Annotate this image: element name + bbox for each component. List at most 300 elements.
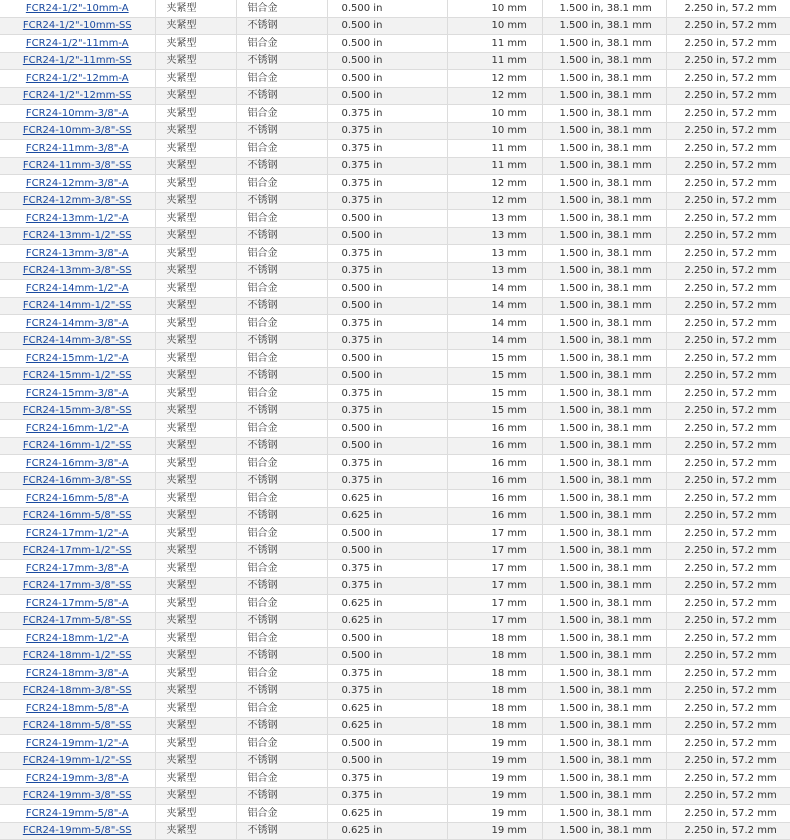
type-cell: 夹紧型 [155, 297, 236, 315]
outer-diameter-cell: 2.250 in, 57.2 mm [666, 472, 790, 490]
length-cell: 1.500 in, 38.1 mm [542, 227, 666, 245]
size-cell: 18 mm [447, 630, 542, 648]
part-number-link[interactable]: FCR24-1/2"-10mm-A [25, 2, 129, 14]
type-cell: 夹紧型 [155, 665, 236, 683]
length-cell: 1.500 in, 38.1 mm [542, 280, 666, 298]
type-cell: 夹紧型 [155, 420, 236, 438]
table-row [0, 17, 790, 35]
material-cell: 不锈钢 [236, 157, 327, 175]
table-row [0, 420, 790, 438]
part-number-link[interactable]: FCR24-14mm-3/8"-A [25, 317, 129, 329]
type-cell: 夹紧型 [155, 700, 236, 718]
table-row [0, 245, 790, 263]
table-row [0, 682, 790, 700]
table-row [0, 35, 790, 53]
bore-cell: 0.375 in [327, 665, 447, 683]
length-cell: 1.500 in, 38.1 mm [542, 175, 666, 193]
part-number-cell [0, 770, 155, 788]
part-number-link[interactable]: FCR24-1/2"-11mm-A [25, 37, 129, 49]
part-number-link[interactable]: FCR24-15mm-3/8"-A [25, 387, 129, 399]
outer-diameter-cell: 2.250 in, 57.2 mm [666, 420, 790, 438]
type-cell: 夹紧型 [155, 0, 236, 17]
part-number-cell [0, 665, 155, 683]
outer-diameter-cell: 2.250 in, 57.2 mm [666, 122, 790, 140]
type-cell: 夹紧型 [155, 210, 236, 228]
outer-diameter-cell: 2.250 in, 57.2 mm [666, 210, 790, 228]
outer-diameter-cell: 2.250 in, 57.2 mm [666, 402, 790, 420]
bore-cell: 0.375 in [327, 455, 447, 473]
bore-cell: 0.375 in [327, 175, 447, 193]
material-cell: 不锈钢 [236, 297, 327, 315]
size-cell: 14 mm [447, 280, 542, 298]
part-number-link[interactable]: FCR24-13mm-1/2"-SS [22, 230, 132, 242]
type-cell: 夹紧型 [155, 805, 236, 823]
length-cell: 1.500 in, 38.1 mm [542, 507, 666, 525]
outer-diameter-cell: 2.250 in, 57.2 mm [666, 787, 790, 805]
length-cell: 1.500 in, 38.1 mm [542, 630, 666, 648]
type-cell: 夹紧型 [155, 245, 236, 263]
part-number-cell [0, 122, 155, 140]
bore-cell: 0.625 in [327, 490, 447, 508]
outer-diameter-cell: 2.250 in, 57.2 mm [666, 297, 790, 315]
material-cell: 不锈钢 [236, 647, 327, 665]
outer-diameter-cell: 2.250 in, 57.2 mm [666, 560, 790, 578]
size-cell: 17 mm [447, 525, 542, 543]
length-cell: 1.500 in, 38.1 mm [542, 682, 666, 700]
part-number-cell [0, 0, 155, 17]
type-cell: 夹紧型 [155, 577, 236, 595]
part-number-cell [0, 157, 155, 175]
size-cell: 12 mm [447, 192, 542, 210]
part-number-cell [0, 315, 155, 333]
type-cell: 夹紧型 [155, 367, 236, 385]
part-number-cell [0, 385, 155, 403]
outer-diameter-cell: 2.250 in, 57.2 mm [666, 665, 790, 683]
part-number-link[interactable]: FCR24-19mm-3/8"-A [25, 772, 129, 784]
material-cell: 不锈钢 [236, 577, 327, 595]
part-number-link[interactable]: FCR24-10mm-3/8"-SS [22, 125, 132, 137]
size-cell: 19 mm [447, 770, 542, 788]
size-cell: 18 mm [447, 700, 542, 718]
part-number-link[interactable]: FCR24-18mm-3/8"-A [25, 667, 129, 679]
size-cell: 18 mm [447, 647, 542, 665]
length-cell: 1.500 in, 38.1 mm [542, 717, 666, 735]
type-cell: 夹紧型 [155, 717, 236, 735]
table-row [0, 315, 790, 333]
part-number-cell [0, 52, 155, 70]
part-number-cell [0, 210, 155, 228]
material-cell: 铝合金 [236, 315, 327, 333]
material-cell: 铝合金 [236, 210, 327, 228]
part-number-cell [0, 542, 155, 560]
part-number-link[interactable]: FCR24-17mm-5/8"-SS [22, 615, 132, 627]
outer-diameter-cell: 2.250 in, 57.2 mm [666, 752, 790, 770]
table-row [0, 140, 790, 158]
bore-cell: 0.375 in [327, 105, 447, 123]
part-number-link[interactable]: FCR24-16mm-5/8"-A [25, 492, 129, 504]
part-number-cell [0, 175, 155, 193]
length-cell: 1.500 in, 38.1 mm [542, 770, 666, 788]
part-number-cell [0, 455, 155, 473]
part-number-cell [0, 752, 155, 770]
part-number-link[interactable]: FCR24-17mm-1/2"-A [25, 527, 129, 539]
bore-cell: 0.500 in [327, 420, 447, 438]
bore-cell: 0.375 in [327, 262, 447, 280]
material-cell: 不锈钢 [236, 227, 327, 245]
bore-cell: 0.500 in [327, 525, 447, 543]
bore-cell: 0.375 in [327, 315, 447, 333]
material-cell: 不锈钢 [236, 262, 327, 280]
part-number-link[interactable]: FCR24-19mm-3/8"-SS [22, 790, 132, 802]
length-cell: 1.500 in, 38.1 mm [542, 752, 666, 770]
bore-cell: 0.500 in [327, 35, 447, 53]
part-number-link[interactable]: FCR24-18mm-1/2"-A [25, 632, 129, 644]
table-row [0, 612, 790, 630]
material-cell: 铝合金 [236, 700, 327, 718]
type-cell: 夹紧型 [155, 315, 236, 333]
part-number-cell [0, 332, 155, 350]
table-row [0, 332, 790, 350]
size-cell: 15 mm [447, 385, 542, 403]
outer-diameter-cell: 2.250 in, 57.2 mm [666, 630, 790, 648]
table-row [0, 280, 790, 298]
type-cell: 夹紧型 [155, 35, 236, 53]
bore-cell: 0.500 in [327, 350, 447, 368]
part-number-cell [0, 787, 155, 805]
bore-cell: 0.375 in [327, 385, 447, 403]
outer-diameter-cell: 2.250 in, 57.2 mm [666, 647, 790, 665]
part-number-link[interactable]: FCR24-13mm-1/2"-A [25, 212, 129, 224]
part-number-cell [0, 35, 155, 53]
table-row [0, 560, 790, 578]
length-cell: 1.500 in, 38.1 mm [542, 525, 666, 543]
material-cell: 不锈钢 [236, 822, 327, 840]
table-row [0, 122, 790, 140]
size-cell: 11 mm [447, 35, 542, 53]
type-cell: 夹紧型 [155, 647, 236, 665]
part-number-cell [0, 17, 155, 35]
outer-diameter-cell: 2.250 in, 57.2 mm [666, 437, 790, 455]
part-number-link[interactable]: FCR24-16mm-1/2"-A [25, 422, 129, 434]
length-cell: 1.500 in, 38.1 mm [542, 542, 666, 560]
material-cell: 铝合金 [236, 525, 327, 543]
length-cell: 1.500 in, 38.1 mm [542, 350, 666, 368]
outer-diameter-cell: 2.250 in, 57.2 mm [666, 735, 790, 753]
part-number-cell [0, 402, 155, 420]
length-cell: 1.500 in, 38.1 mm [542, 595, 666, 613]
size-cell: 16 mm [447, 490, 542, 508]
bore-cell: 0.625 in [327, 805, 447, 823]
part-number-cell [0, 227, 155, 245]
part-number-link[interactable]: FCR24-14mm-3/8"-SS [22, 335, 132, 347]
outer-diameter-cell: 2.250 in, 57.2 mm [666, 140, 790, 158]
bore-cell: 0.500 in [327, 752, 447, 770]
material-cell: 不锈钢 [236, 682, 327, 700]
type-cell: 夹紧型 [155, 682, 236, 700]
outer-diameter-cell: 2.250 in, 57.2 mm [666, 315, 790, 333]
outer-diameter-cell: 2.250 in, 57.2 mm [666, 805, 790, 823]
part-number-link[interactable]: FCR24-18mm-5/8"-A [25, 702, 129, 714]
part-number-link[interactable]: FCR24-17mm-3/8"-SS [22, 580, 132, 592]
outer-diameter-cell: 2.250 in, 57.2 mm [666, 612, 790, 630]
material-cell: 铝合金 [236, 140, 327, 158]
part-number-cell [0, 525, 155, 543]
size-cell: 15 mm [447, 367, 542, 385]
length-cell: 1.500 in, 38.1 mm [542, 805, 666, 823]
type-cell: 夹紧型 [155, 437, 236, 455]
size-cell: 19 mm [447, 752, 542, 770]
bore-cell: 0.500 in [327, 70, 447, 88]
type-cell: 夹紧型 [155, 157, 236, 175]
part-number-link[interactable]: FCR24-18mm-1/2"-SS [22, 650, 132, 662]
size-cell: 19 mm [447, 805, 542, 823]
part-number-cell [0, 735, 155, 753]
bore-cell: 0.500 in [327, 210, 447, 228]
material-cell: 不锈钢 [236, 87, 327, 105]
length-cell: 1.500 in, 38.1 mm [542, 315, 666, 333]
part-number-link[interactable]: FCR24-15mm-1/2"-SS [22, 370, 132, 382]
outer-diameter-cell: 2.250 in, 57.2 mm [666, 595, 790, 613]
table-row [0, 227, 790, 245]
length-cell: 1.500 in, 38.1 mm [542, 157, 666, 175]
material-cell: 不锈钢 [236, 332, 327, 350]
part-number-link[interactable]: FCR24-13mm-3/8"-A [25, 247, 129, 259]
material-cell: 铝合金 [236, 735, 327, 753]
size-cell: 16 mm [447, 455, 542, 473]
length-cell: 1.500 in, 38.1 mm [542, 560, 666, 578]
type-cell: 夹紧型 [155, 612, 236, 630]
material-cell: 铝合金 [236, 805, 327, 823]
material-cell: 铝合金 [236, 420, 327, 438]
outer-diameter-cell: 2.250 in, 57.2 mm [666, 490, 790, 508]
size-cell: 18 mm [447, 665, 542, 683]
part-number-link[interactable]: FCR24-18mm-3/8"-SS [22, 685, 132, 697]
material-cell: 铝合金 [236, 350, 327, 368]
material-cell: 不锈钢 [236, 437, 327, 455]
part-number-link[interactable]: FCR24-12mm-3/8"-SS [22, 195, 132, 207]
size-cell: 19 mm [447, 787, 542, 805]
table-row [0, 70, 790, 88]
table-row [0, 647, 790, 665]
part-number-cell [0, 717, 155, 735]
material-cell: 不锈钢 [236, 717, 327, 735]
part-number-link[interactable]: FCR24-18mm-5/8"-SS [22, 720, 132, 732]
length-cell: 1.500 in, 38.1 mm [542, 385, 666, 403]
length-cell: 1.500 in, 38.1 mm [542, 402, 666, 420]
outer-diameter-cell: 2.250 in, 57.2 mm [666, 175, 790, 193]
material-cell: 铝合金 [236, 175, 327, 193]
part-number-link[interactable]: FCR24-16mm-3/8"-SS [22, 475, 132, 487]
part-number-cell [0, 420, 155, 438]
material-cell: 铝合金 [236, 280, 327, 298]
material-cell: 不锈钢 [236, 402, 327, 420]
bore-cell: 0.625 in [327, 700, 447, 718]
outer-diameter-cell: 2.250 in, 57.2 mm [666, 385, 790, 403]
table-row [0, 490, 790, 508]
size-cell: 13 mm [447, 245, 542, 263]
type-cell: 夹紧型 [155, 542, 236, 560]
size-cell: 17 mm [447, 595, 542, 613]
type-cell: 夹紧型 [155, 490, 236, 508]
material-cell: 铝合金 [236, 630, 327, 648]
length-cell: 1.500 in, 38.1 mm [542, 787, 666, 805]
length-cell: 1.500 in, 38.1 mm [542, 420, 666, 438]
table-row [0, 822, 790, 840]
part-number-link[interactable]: FCR24-19mm-5/8"-A [25, 807, 129, 819]
length-cell: 1.500 in, 38.1 mm [542, 192, 666, 210]
part-number-cell [0, 822, 155, 840]
table-row [0, 385, 790, 403]
table-row [0, 402, 790, 420]
part-number-link[interactable]: FCR24-15mm-1/2"-A [25, 352, 129, 364]
length-cell: 1.500 in, 38.1 mm [542, 665, 666, 683]
table-row [0, 192, 790, 210]
bore-cell: 0.375 in [327, 560, 447, 578]
length-cell: 1.500 in, 38.1 mm [542, 245, 666, 263]
part-number-link[interactable]: FCR24-17mm-5/8"-A [25, 597, 129, 609]
length-cell: 1.500 in, 38.1 mm [542, 297, 666, 315]
part-number-link[interactable]: FCR24-16mm-3/8"-A [25, 457, 129, 469]
part-number-cell [0, 350, 155, 368]
part-number-link[interactable]: FCR24-19mm-5/8"-SS [22, 825, 132, 837]
bore-cell: 0.500 in [327, 52, 447, 70]
table-row [0, 472, 790, 490]
type-cell: 夹紧型 [155, 70, 236, 88]
material-cell: 不锈钢 [236, 122, 327, 140]
type-cell: 夹紧型 [155, 175, 236, 193]
length-cell: 1.500 in, 38.1 mm [542, 122, 666, 140]
outer-diameter-cell: 2.250 in, 57.2 mm [666, 52, 790, 70]
part-number-link[interactable]: FCR24-16mm-5/8"-SS [22, 510, 132, 522]
bore-cell: 0.375 in [327, 402, 447, 420]
size-cell: 13 mm [447, 227, 542, 245]
part-number-link[interactable]: FCR24-1/2"-12mm-A [25, 72, 129, 84]
part-number-cell [0, 140, 155, 158]
type-cell: 夹紧型 [155, 87, 236, 105]
outer-diameter-cell: 2.250 in, 57.2 mm [666, 682, 790, 700]
part-number-cell [0, 490, 155, 508]
type-cell: 夹紧型 [155, 525, 236, 543]
part-number-link[interactable]: FCR24-16mm-1/2"-SS [22, 440, 132, 452]
bore-cell: 0.500 in [327, 735, 447, 753]
outer-diameter-cell: 2.250 in, 57.2 mm [666, 105, 790, 123]
table-row [0, 350, 790, 368]
bore-cell: 0.375 in [327, 682, 447, 700]
material-cell: 铝合金 [236, 770, 327, 788]
size-cell: 13 mm [447, 210, 542, 228]
bore-cell: 0.625 in [327, 507, 447, 525]
part-number-link[interactable]: FCR24-14mm-1/2"-A [25, 282, 129, 294]
length-cell: 1.500 in, 38.1 mm [542, 0, 666, 17]
length-cell: 1.500 in, 38.1 mm [542, 262, 666, 280]
table-row [0, 105, 790, 123]
table-row [0, 752, 790, 770]
part-number-cell [0, 700, 155, 718]
bore-cell: 0.375 in [327, 157, 447, 175]
part-number-link[interactable]: FCR24-11mm-3/8"-A [25, 142, 129, 154]
material-cell: 铝合金 [236, 455, 327, 473]
part-number-cell [0, 577, 155, 595]
part-number-cell [0, 507, 155, 525]
type-cell: 夹紧型 [155, 472, 236, 490]
table-row [0, 700, 790, 718]
table-row [0, 297, 790, 315]
part-number-link[interactable]: FCR24-1/2"-11mm-SS [22, 55, 132, 67]
outer-diameter-cell: 2.250 in, 57.2 mm [666, 245, 790, 263]
material-cell: 不锈钢 [236, 612, 327, 630]
bore-cell: 0.375 in [327, 577, 447, 595]
outer-diameter-cell: 2.250 in, 57.2 mm [666, 157, 790, 175]
length-cell: 1.500 in, 38.1 mm [542, 612, 666, 630]
part-number-link[interactable]: FCR24-1/2"-12mm-SS [22, 90, 132, 102]
bore-cell: 0.500 in [327, 280, 447, 298]
type-cell: 夹紧型 [155, 385, 236, 403]
part-number-cell [0, 612, 155, 630]
length-cell: 1.500 in, 38.1 mm [542, 35, 666, 53]
type-cell: 夹紧型 [155, 280, 236, 298]
type-cell: 夹紧型 [155, 402, 236, 420]
part-number-link[interactable]: FCR24-14mm-1/2"-SS [22, 300, 132, 312]
material-cell: 铝合金 [236, 35, 327, 53]
type-cell: 夹紧型 [155, 455, 236, 473]
outer-diameter-cell: 2.250 in, 57.2 mm [666, 227, 790, 245]
table-row [0, 262, 790, 280]
size-cell: 11 mm [447, 52, 542, 70]
part-number-link[interactable]: FCR24-1/2"-10mm-SS [22, 20, 132, 32]
part-number-link[interactable]: FCR24-17mm-1/2"-SS [22, 545, 132, 557]
table-row [0, 0, 790, 17]
outer-diameter-cell: 2.250 in, 57.2 mm [666, 87, 790, 105]
table-row [0, 735, 790, 753]
table-row [0, 507, 790, 525]
part-number-link[interactable]: FCR24-19mm-1/2"-A [25, 737, 129, 749]
material-cell: 铝合金 [236, 560, 327, 578]
length-cell: 1.500 in, 38.1 mm [542, 210, 666, 228]
outer-diameter-cell: 2.250 in, 57.2 mm [666, 70, 790, 88]
part-number-cell [0, 595, 155, 613]
table-row [0, 770, 790, 788]
size-cell: 12 mm [447, 70, 542, 88]
size-cell: 12 mm [447, 175, 542, 193]
part-number-cell [0, 87, 155, 105]
type-cell: 夹紧型 [155, 507, 236, 525]
part-number-cell [0, 805, 155, 823]
part-number-link[interactable]: FCR24-12mm-3/8"-A [25, 177, 129, 189]
material-cell: 铝合金 [236, 105, 327, 123]
size-cell: 19 mm [447, 735, 542, 753]
part-number-link[interactable]: FCR24-19mm-1/2"-SS [22, 755, 132, 767]
table-row [0, 787, 790, 805]
length-cell: 1.500 in, 38.1 mm [542, 17, 666, 35]
size-cell: 11 mm [447, 140, 542, 158]
part-number-cell [0, 192, 155, 210]
part-number-link[interactable]: FCR24-10mm-3/8"-A [25, 107, 129, 119]
table-row [0, 210, 790, 228]
outer-diameter-cell: 2.250 in, 57.2 mm [666, 542, 790, 560]
part-number-link[interactable]: FCR24-15mm-3/8"-SS [22, 405, 132, 417]
size-cell: 14 mm [447, 315, 542, 333]
part-number-cell [0, 245, 155, 263]
part-number-link[interactable]: FCR24-11mm-3/8"-SS [22, 160, 132, 172]
length-cell: 1.500 in, 38.1 mm [542, 735, 666, 753]
bore-cell: 0.375 in [327, 787, 447, 805]
part-number-link[interactable]: FCR24-13mm-3/8"-SS [22, 265, 132, 277]
type-cell: 夹紧型 [155, 787, 236, 805]
bore-cell: 0.375 in [327, 245, 447, 263]
part-number-link[interactable]: FCR24-17mm-3/8"-A [25, 562, 129, 574]
size-cell: 17 mm [447, 560, 542, 578]
material-cell: 不锈钢 [236, 367, 327, 385]
